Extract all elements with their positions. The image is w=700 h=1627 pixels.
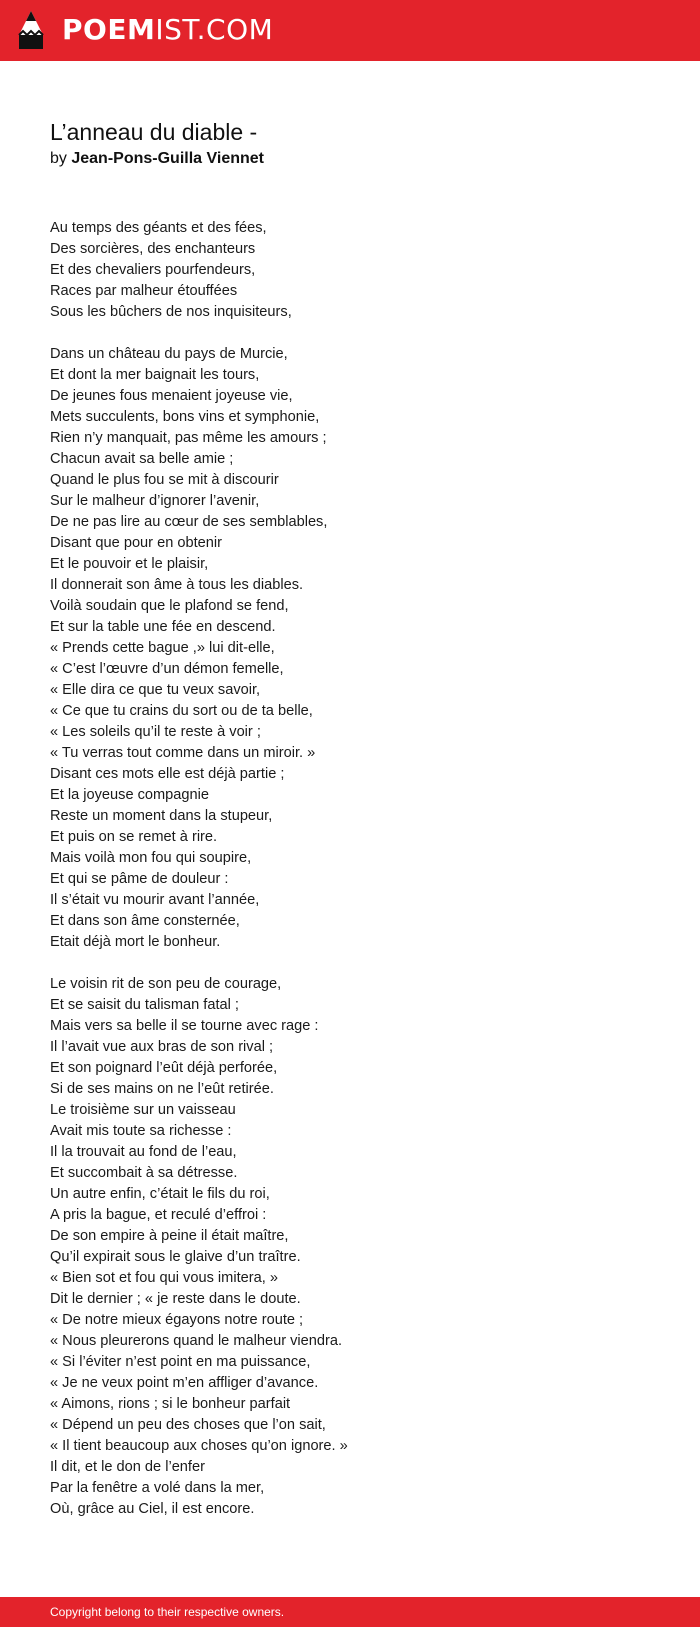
poem-line: Reste un moment dans la stupeur, (50, 808, 273, 824)
poem-line: De ne pas lire au cœur de ses semblables, (50, 514, 328, 530)
poem-line: « Nous pleurerons quand le malheur viendra. (50, 1333, 343, 1349)
poem-line: « Elle dira ce que tu veux savoir, (50, 682, 261, 698)
poem-line: Voilà soudain que le plafond se fend, (50, 598, 289, 614)
logo-text-light: IST.COM (155, 13, 274, 46)
poem-line: Disant que pour en obtenir (50, 535, 222, 551)
poem-line: Par la fenêtre a volé dans la mer, (50, 1480, 265, 1496)
poem-line: Au temps des géants et des fées, (50, 220, 267, 236)
poem-line: Et le pouvoir et le plaisir, (50, 556, 209, 572)
poem-line: Et dans son âme consternée, (50, 913, 240, 929)
poem-line: « Bien sot et fou qui vous imitera, » (50, 1270, 278, 1286)
poem-title: L’anneau du diable - (50, 119, 258, 145)
poem-line: Et qui se pâme de douleur : (50, 871, 229, 887)
by-label: by (50, 150, 67, 167)
poem-line: Et se saisit du talisman fatal ; (50, 997, 239, 1013)
poem-line: « Il tient beaucoup aux choses qu’on ignore. » (50, 1438, 348, 1454)
poem-line: Dit le dernier ; « je reste dans le doute. (50, 1291, 301, 1307)
poem-stanza (50, 218, 670, 323)
poem-line: Et la joyeuse compagnie (50, 787, 210, 803)
poem-line: Etait déjà mort le bonheur. (50, 934, 221, 950)
poem-line: Qu’il expirait sous le glaive d’un traître. (50, 1249, 301, 1265)
poem-line: Mais vers sa belle il se tourne avec rage : (50, 1018, 319, 1034)
poem-line: Disant ces mots elle est déjà partie ; (50, 766, 285, 782)
poem-line: Il la trouvait au fond de l’eau, (50, 1144, 237, 1160)
poem-line: Mais voilà mon fou qui soupire, (50, 850, 252, 866)
poem-line: A pris la bague, et reculé d’effroi : (50, 1207, 267, 1223)
poem-line: Il dit, et le don de l’enfer (50, 1459, 205, 1475)
poem-author: Jean-Pons-Guilla Viennet (71, 150, 264, 167)
poem-body (50, 218, 670, 1541)
poem-line: Sur le malheur d’ignorer l’avenir, (50, 493, 260, 509)
poem-line: Rien n’y manquait, pas même les amours ; (50, 430, 327, 446)
poem-line: De jeunes fous menaient joyeuse vie, (50, 388, 293, 404)
poem-line: « De notre mieux égayons notre route ; (50, 1312, 304, 1328)
poem-line: Et des chevaliers pourfendeurs, (50, 262, 256, 278)
site-logo[interactable] (62, 12, 273, 48)
poem-line: Et dont la mer baignait les tours, (50, 367, 260, 383)
pencil-tip-icon (18, 9, 44, 51)
poem-line: Il l’avait vue aux bras de son rival ; (50, 1039, 274, 1055)
poem-line: « Dépend un peu des choses que l’on sait, (50, 1417, 326, 1433)
poem-line: « C’est l’œuvre d’un démon femelle, (50, 661, 284, 677)
poem-line: « Si l’éviter n’est point en ma puissance, (50, 1354, 311, 1370)
poem-line: « Ce que tu crains du sort ou de ta belle, (50, 703, 313, 719)
poem-line: Et puis on se remet à rire. (50, 829, 218, 845)
poem-line: Races par malheur étouffées (50, 283, 238, 299)
poem-line: Et son poignard l’eût déjà perforée, (50, 1060, 278, 1076)
poem-line: « Tu verras tout comme dans un miroir. » (50, 745, 316, 761)
poem-stanza (50, 974, 670, 1520)
poem-line: Il s’était vu mourir avant l’année, (50, 892, 260, 908)
poem-line: Il donnerait son âme à tous les diables. (50, 577, 304, 593)
poem-line: De son empire à peine il était maître, (50, 1228, 289, 1244)
poem-line: Mets succulents, bons vins et symphonie, (50, 409, 320, 425)
poem-line: « Aimons, rions ; si le bonheur parfait (50, 1396, 291, 1412)
poem-line: Où, grâce au Ciel, il est encore. (50, 1501, 255, 1517)
poem-line: « Les soleils qu’il te reste à voir ; (50, 724, 261, 740)
poem-line: Le voisin rit de son peu de courage, (50, 976, 282, 992)
poem-stanza (50, 344, 670, 953)
poem-line: « Je ne veux point m’en affliger d’avance. (50, 1375, 319, 1391)
poem-line: Le troisième sur un vaisseau (50, 1102, 236, 1118)
logo-text-bold: POEM (62, 13, 156, 46)
site-header (0, 0, 700, 61)
poem-line: Dans un château du pays de Murcie, (50, 346, 288, 362)
poem-line: Si de ses mains on ne l’eût retirée. (50, 1081, 274, 1097)
poem-line: Quand le plus fou se mit à discourir (50, 472, 279, 488)
poem-line: « Prends cette bague ,» lui dit-elle, (50, 640, 275, 656)
poem-line: Et succombait à sa détresse. (50, 1165, 238, 1181)
poem-line: Des sorcières, des enchanteurs (50, 241, 256, 257)
poem-line: Un autre enfin, c’était le fils du roi, (50, 1186, 270, 1202)
poem-line: Chacun avait sa belle amie ; (50, 451, 234, 467)
poem-line: Sous les bûchers de nos inquisiteurs, (50, 304, 292, 320)
poem-line: Et sur la table une fée en descend. (50, 619, 276, 635)
poem-line: Avait mis toute sa richesse : (50, 1123, 232, 1139)
copyright-text: Copyright belong to their respective owners. (50, 1605, 285, 1619)
site-footer (0, 1597, 700, 1627)
poem-byline (50, 148, 264, 170)
